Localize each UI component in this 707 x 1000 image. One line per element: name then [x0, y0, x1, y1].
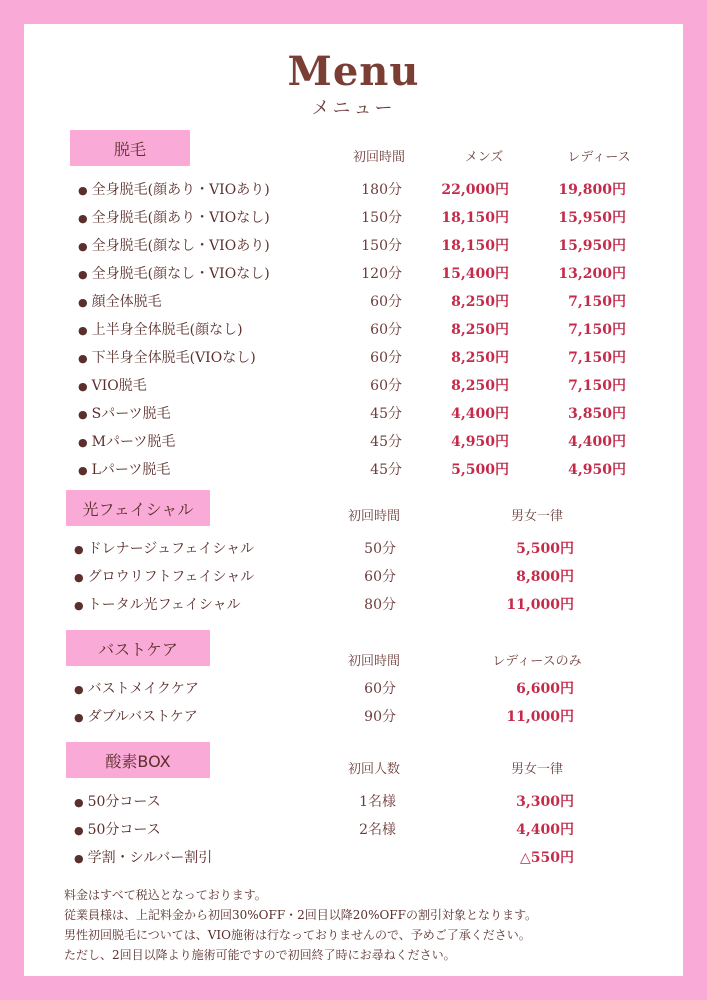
list-item: [78, 459, 170, 479]
price-mens: 4,950円: [451, 434, 509, 450]
price-mens: 15,400円: [441, 266, 509, 282]
duration: 150分: [361, 238, 402, 254]
menu-item-name: 50分コース: [87, 822, 161, 838]
price-ladies: 7,150円: [568, 378, 626, 394]
page-subtitle: メニュー: [311, 98, 396, 119]
menu-item-name: ドレナージュフェイシャル: [87, 541, 255, 557]
menu-item-name: 全身脱毛(顔なし・VIOあり): [91, 238, 270, 254]
menu-item-name: グロウリフトフェイシャル: [87, 569, 255, 585]
price-ladies: 13,200円: [558, 266, 626, 282]
bullet-icon: ●: [74, 852, 84, 865]
col-time-header: 初回時間: [347, 654, 400, 669]
list-item: [78, 235, 270, 255]
price-mens: 18,150円: [441, 238, 509, 254]
note-second-visit: ただし、2回目以降より施術可能ですので初回終了時にお尋ねください。: [64, 948, 456, 962]
duration: 60分: [370, 378, 402, 394]
col-time-header: 初回時間: [347, 509, 400, 524]
duration: 45分: [370, 462, 402, 478]
menu-item-name: 50分コース: [87, 794, 161, 810]
price-ladies: 15,950円: [558, 210, 626, 226]
note-male-vio: 男性初回脱毛については、VIO施術は行なっておりませんので、予めご了承ください。: [64, 928, 531, 942]
list-item: [78, 207, 270, 227]
duration: 60分: [364, 569, 396, 585]
bullet-icon: ●: [78, 184, 88, 197]
bullet-icon: ●: [74, 543, 84, 556]
bullet-icon: ●: [78, 408, 88, 421]
duration: 120分: [361, 266, 402, 282]
menu-item-name: トータル光フェイシャル: [87, 597, 241, 613]
menu-item-name: 全身脱毛(顔なし・VIOなし): [91, 266, 270, 282]
duration: 180分: [361, 182, 402, 198]
bullet-icon: ●: [78, 464, 88, 477]
menu-item-name: バストメイクケア: [87, 681, 199, 697]
bullet-icon: ●: [78, 240, 88, 253]
price-mens: 18,150円: [441, 210, 509, 226]
list-item: [74, 791, 161, 811]
menu-item-name: VIO脱毛: [91, 378, 147, 394]
price-ladies: 3,850円: [568, 406, 626, 422]
duration: 45分: [370, 406, 402, 422]
col-price-header: レディースのみ: [492, 654, 582, 669]
list-item: [74, 594, 241, 614]
bullet-icon: ●: [74, 571, 84, 584]
bullet-icon: ●: [78, 212, 88, 225]
bullet-icon: ●: [78, 380, 88, 393]
menu-item-name: Lパーツ脱毛: [91, 462, 171, 478]
list-item: [78, 319, 243, 339]
list-item: [74, 538, 254, 558]
col-mens-header: メンズ: [464, 150, 504, 165]
list-item: [78, 291, 162, 311]
price-mens: 8,250円: [451, 350, 509, 366]
bullet-icon: ●: [74, 796, 84, 809]
bullet-icon: ●: [78, 436, 88, 449]
price-ladies: 15,950円: [558, 238, 626, 254]
price-mens: 22,000円: [441, 182, 509, 198]
duration: 80分: [364, 597, 396, 613]
menu-sheet: [24, 24, 683, 976]
list-item: [78, 403, 171, 423]
price: 5,500円: [516, 541, 574, 557]
bullet-icon: ●: [78, 324, 88, 337]
col-time-header: 初回時間: [352, 150, 405, 165]
duration: 60分: [370, 294, 402, 310]
list-item: [78, 179, 270, 199]
duration: 90分: [364, 709, 396, 725]
category-bust: [66, 630, 210, 666]
category-hair-removal: [70, 130, 190, 166]
price-ladies: 4,950円: [568, 462, 626, 478]
list-item: [74, 566, 254, 586]
note-tax: 料金はすべて税込となっております。: [64, 888, 267, 902]
col-ladies-header: レディース: [567, 150, 631, 165]
price-ladies: 4,400円: [568, 434, 626, 450]
menu-item-name: 全身脱毛(顔あり・VIOなし): [91, 210, 270, 226]
duration: 60分: [370, 350, 402, 366]
menu-item-name: Mパーツ脱毛: [91, 434, 176, 450]
list-item: [78, 431, 175, 451]
duration: 1名様: [359, 794, 396, 810]
price: 4,400円: [516, 822, 574, 838]
menu-item-name: 上半身全体脱毛(顔なし): [91, 322, 243, 338]
price: 8,800円: [516, 569, 574, 585]
duration: 50分: [364, 541, 396, 557]
category-label: 酸素BOX: [105, 751, 171, 771]
menu-item-name: 顔全体脱毛: [91, 294, 162, 310]
menu-item-name: ダブルバストケア: [87, 709, 198, 725]
list-item: [74, 678, 199, 698]
price-ladies: 7,150円: [568, 350, 626, 366]
menu-item-name: 全身脱毛(顔あり・VIOあり): [91, 182, 270, 198]
menu-item-name: 下半身全体脱毛(VIOなし): [91, 350, 256, 366]
bullet-icon: ●: [74, 599, 84, 612]
bullet-icon: ●: [74, 824, 84, 837]
list-item: [78, 375, 147, 395]
category-oxygen: [66, 742, 210, 778]
category-label: 光フェイシャル: [82, 499, 194, 519]
col-price-header: 男女一律: [510, 509, 563, 524]
menu-item-name: 学割・シルバー割引: [87, 850, 213, 866]
price-mens: 5,500円: [451, 462, 509, 478]
duration: 2名様: [359, 822, 396, 838]
list-item: [74, 847, 212, 867]
price-ladies: 7,150円: [568, 294, 626, 310]
price-ladies: 7,150円: [568, 322, 626, 338]
category-facial: [66, 490, 210, 526]
price: △550円: [520, 850, 574, 866]
price-mens: 8,250円: [451, 378, 509, 394]
col-price-header: 男女一律: [510, 762, 563, 777]
bullet-icon: ●: [78, 268, 88, 281]
price-mens: 8,250円: [451, 294, 509, 310]
price: 3,300円: [516, 794, 574, 810]
price: 11,000円: [506, 709, 574, 725]
price: 6,600円: [516, 681, 574, 697]
price-mens: 4,400円: [451, 406, 509, 422]
duration: 60分: [370, 322, 402, 338]
list-item: [74, 819, 161, 839]
category-label: 脱毛: [113, 139, 146, 159]
note-staff-discount: 従業員様は、上記料金から初回30%OFF・2回目以降20%OFFの割引対象となります。: [64, 908, 538, 922]
price: 11,000円: [506, 597, 574, 613]
page-title: Menu: [287, 48, 420, 95]
category-label: バストケア: [98, 639, 178, 659]
bullet-icon: ●: [78, 352, 88, 365]
list-item: [78, 347, 256, 367]
duration: 150分: [361, 210, 402, 226]
duration: 60分: [364, 681, 396, 697]
bullet-icon: ●: [74, 711, 84, 724]
col-count-header: 初回人数: [347, 762, 400, 777]
list-item: [78, 263, 270, 283]
price-mens: 8,250円: [451, 322, 509, 338]
list-item: [74, 706, 198, 726]
price-ladies: 19,800円: [558, 182, 626, 198]
menu-item-name: Sパーツ脱毛: [91, 406, 171, 422]
duration: 45分: [370, 434, 402, 450]
bullet-icon: ●: [74, 683, 84, 696]
bullet-icon: ●: [78, 296, 88, 309]
